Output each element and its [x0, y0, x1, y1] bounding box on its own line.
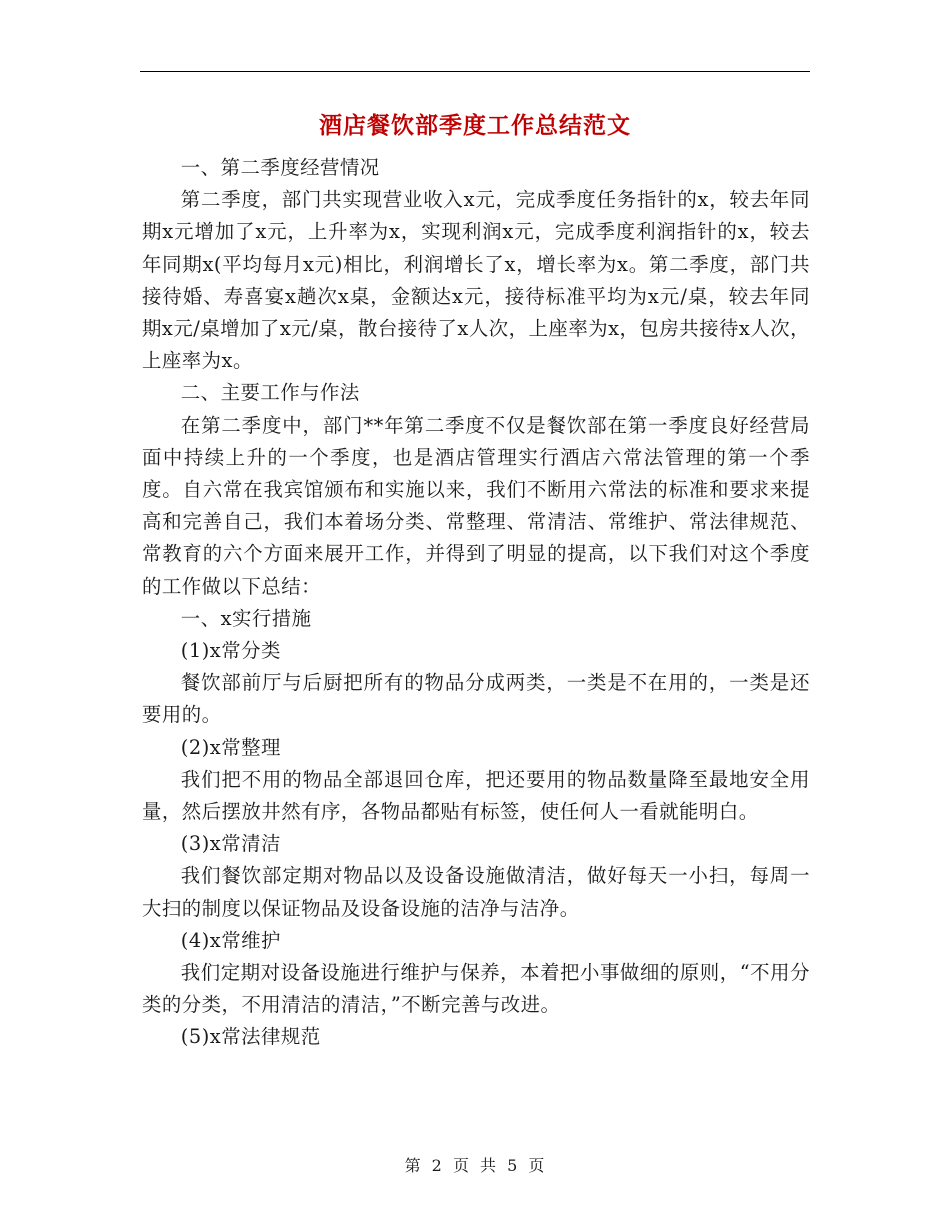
section-heading-2: 二、主要工作与作法 — [180, 381, 360, 405]
item-heading: (4)x常维护 — [180, 928, 281, 952]
subsection-heading: 一、x实行措施 — [180, 606, 312, 630]
header-rule — [140, 71, 810, 72]
section-heading-1: 一、第二季度经营情况 — [180, 156, 380, 179]
body-paragraph: 我们餐饮部定期对物品以及设备设施做清洁，做好每天一小扫，每周一大扫的制度以保证物品及设备设施的洁净与洁净。 — [142, 864, 810, 920]
page-number-footer: 第 2 页 共 5 页 — [404, 1156, 546, 1175]
document-title: 酒店餐饮部季度工作总结范文 — [319, 112, 631, 139]
body-paragraph: 我们把不用的物品全部退回仓库，把还要用的物品数量降至最地安全用量，然后摆放井然有序，各物品都贴有标签，使任何人一看就能明白。 — [142, 767, 810, 824]
body-paragraph: 第二季度，部门共实现营业收入x元，完成季度任务指针的x，较去年同期x元增加了x元，上升率为x，实现利润x元，完成季度利润指针的x，较去年同期x(平均每月x元)相比，利润增长了x，增长率为x。第二季度，部门共接待婚、寿喜宴x趟次x桌，金额达x元，接待标准平均为x元/桌，较去年同期x元/桌增加了x元/桌，散台接待了x人次，上座率为x，包房共接待x人次，上座率为x。 — [142, 188, 810, 373]
item-heading: (5)x常法律规范 — [180, 1025, 321, 1049]
body-paragraph: 我们定期对设备设施进行维护与保养，本着把小事做细的原则，“不用分类的分类，不用清洁的清洁，”不断完善与改进。 — [142, 961, 810, 1017]
item-heading: (3)x常清洁 — [180, 832, 281, 856]
item-heading: (1)x常分类 — [180, 639, 281, 663]
item-heading: (2)x常整理 — [180, 735, 281, 759]
body-paragraph: 在第二季度中，部门**年第二季度不仅是餐饮部在第一季度良好经营局面中持续上升的一个季度，也是酒店管理实行酒店六常法管理的第一个季度。自六常在我宾馆颁布和实施以来，我们不断用六常法的标准和要求来提高和完善自己，我们本着场分类、常整理、常清洁、常维护、常法律规范、常教育的六个方面来展开工作，并得到了明显的提高，以下我们对这个季度的工作做以下总结： — [142, 413, 810, 598]
body-paragraph: 餐饮部前厅与后厨把所有的物品分成两类，一类是不在用的，一类是还要用的。 — [142, 671, 810, 727]
document-body — [142, 152, 810, 1054]
